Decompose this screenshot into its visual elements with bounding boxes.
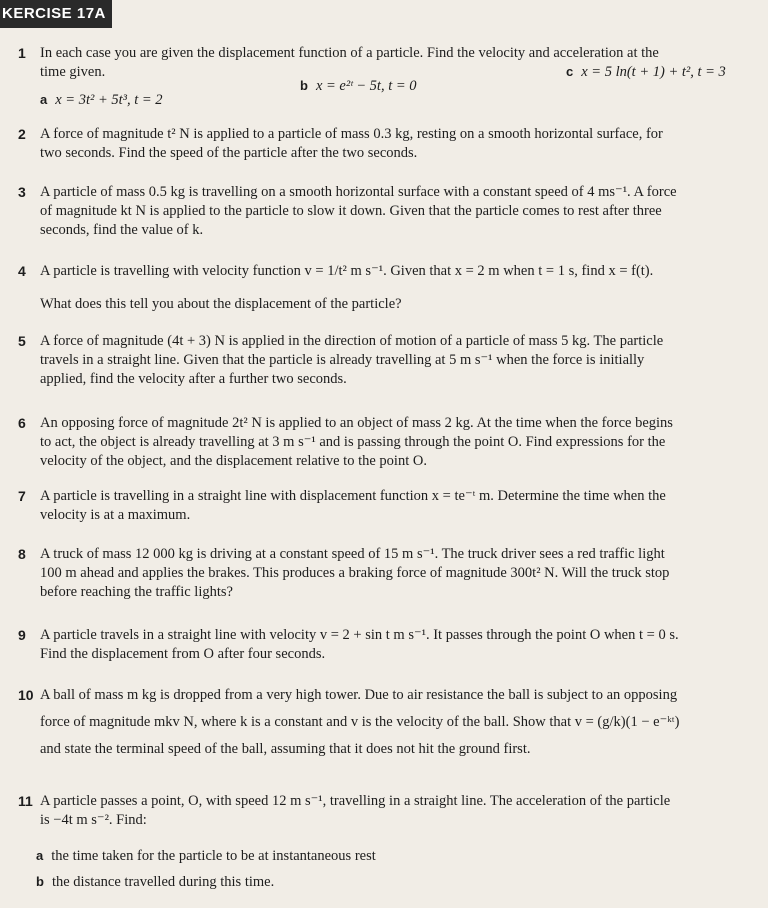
question-number: 9 bbox=[18, 627, 26, 643]
exercise-header: KERCISE 17A bbox=[0, 0, 112, 28]
part-label: a bbox=[40, 92, 48, 107]
part-text: x = e²ᵗ − 5t, t = 0 bbox=[315, 78, 417, 94]
question-text: A particle of mass 0.5 kg is travelling on a smooth horizontal surface with a constant speed of 4 ms⁻¹. A force bbox=[40, 184, 677, 200]
question-text: applied, find the velocity after a further two seconds. bbox=[40, 371, 347, 387]
question-7 bbox=[18, 487, 748, 525]
question-number: 1 bbox=[18, 45, 26, 61]
question-number: 4 bbox=[18, 263, 26, 279]
question-text: velocity of the object, and the displacement relative to the point O. bbox=[40, 453, 427, 469]
part-text: the distance travelled during this time. bbox=[51, 874, 275, 890]
question-number: 2 bbox=[18, 126, 26, 142]
question-text: A particle is travelling in a straight line with displacement function x = te⁻ᵗ m. Determine the time when the bbox=[40, 488, 666, 504]
question-text: A particle passes a point, O, with speed 12 m s⁻¹, travelling in a straight line. The acceleration of the particle bbox=[40, 793, 671, 809]
question-4 bbox=[18, 262, 748, 314]
question-2 bbox=[18, 125, 748, 163]
part-label: a bbox=[36, 848, 44, 863]
question-5 bbox=[18, 332, 748, 389]
question-11-part-a bbox=[36, 848, 376, 865]
question-number: 8 bbox=[18, 546, 26, 562]
question-number: 3 bbox=[18, 184, 26, 200]
question-6 bbox=[18, 414, 748, 471]
question-text: and state the terminal speed of the ball, assuming that it does not hit the ground first. bbox=[40, 741, 531, 757]
question-number: 10 bbox=[18, 687, 34, 703]
question-text: force of magnitude mkv N, where k is a constant and v is the velocity of the ball. Show that v = (g/k)(1 − e⁻ᵏᵗ) bbox=[40, 714, 680, 730]
question-1-part-c bbox=[566, 64, 726, 81]
question-text: Find the displacement from O after four seconds. bbox=[40, 646, 326, 662]
question-text: A particle travels in a straight line with velocity v = 2 + sin t m s⁻¹. It passes through the point O when t = 0 s. bbox=[40, 627, 679, 643]
question-11 bbox=[18, 792, 748, 830]
question-9 bbox=[18, 626, 748, 664]
question-text: An opposing force of magnitude 2t² N is applied to an object of mass 2 kg. At the time when the force begins bbox=[40, 415, 673, 431]
question-text: two seconds. Find the speed of the particle after the two seconds. bbox=[40, 145, 418, 161]
question-text: 100 m ahead and applies the brakes. This produces a braking force of magnitude 300t² N. Will the truck stop bbox=[40, 565, 670, 581]
part-label: b bbox=[300, 78, 308, 93]
part-text: the time taken for the particle to be at instantaneous rest bbox=[51, 848, 376, 864]
question-10 bbox=[18, 686, 748, 759]
question-text: before reaching the traffic lights? bbox=[40, 584, 233, 600]
question-text: of magnitude kt N is applied to the particle to slow it down. Given that the particle comes to rest after three bbox=[40, 203, 662, 219]
question-1-part-b bbox=[300, 78, 417, 95]
question-3 bbox=[18, 183, 748, 240]
question-text: is −4t m s⁻². Find: bbox=[40, 812, 147, 828]
question-text: seconds, find the value of k. bbox=[40, 222, 204, 238]
part-text: x = 3t² + 5t³, t = 2 bbox=[55, 92, 163, 108]
question-text: time given. bbox=[40, 64, 106, 80]
question-11-part-b bbox=[36, 874, 274, 891]
question-text: A ball of mass m kg is dropped from a very high tower. Due to air resistance the ball is subject to an opposing bbox=[40, 687, 678, 703]
question-text: A particle is travelling with velocity function v = 1/t² m s⁻¹. Given that x = 2 m when t = 1 s, find x = f(t). bbox=[40, 263, 654, 279]
question-8 bbox=[18, 545, 748, 602]
question-1-part-a bbox=[40, 92, 163, 109]
part-label: b bbox=[36, 874, 44, 889]
question-text: In each case you are given the displacement function of a particle. Find the velocity and acceleration at the bbox=[40, 45, 659, 61]
part-text: x = 5 ln(t + 1) + t², t = 3 bbox=[581, 64, 726, 80]
question-text: to act, the object is already travelling at 3 m s⁻¹ and is passing through the point O. Find expressions for the bbox=[40, 434, 666, 450]
question-number: 7 bbox=[18, 488, 26, 504]
question-number: 11 bbox=[18, 793, 33, 809]
question-text: A force of magnitude t² N is applied to a particle of mass 0.3 kg, resting on a smooth horizontal surface, for bbox=[40, 126, 663, 142]
question-text: travels in a straight line. Given that the particle is already travelling at 5 m s⁻¹ when the force is initially bbox=[40, 352, 645, 368]
question-text: A truck of mass 12 000 kg is driving at a constant speed of 15 m s⁻¹. The truck driver sees a red traffic light bbox=[40, 546, 665, 562]
question-number: 5 bbox=[18, 333, 26, 349]
question-text: velocity is at a maximum. bbox=[40, 507, 191, 523]
part-label: c bbox=[566, 64, 574, 79]
question-text: What does this tell you about the displacement of the particle? bbox=[40, 296, 402, 312]
question-text: A force of magnitude (4t + 3) N is applied in the direction of motion of a particle of mass 5 kg. The particle bbox=[40, 333, 664, 349]
question-number: 6 bbox=[18, 415, 26, 431]
